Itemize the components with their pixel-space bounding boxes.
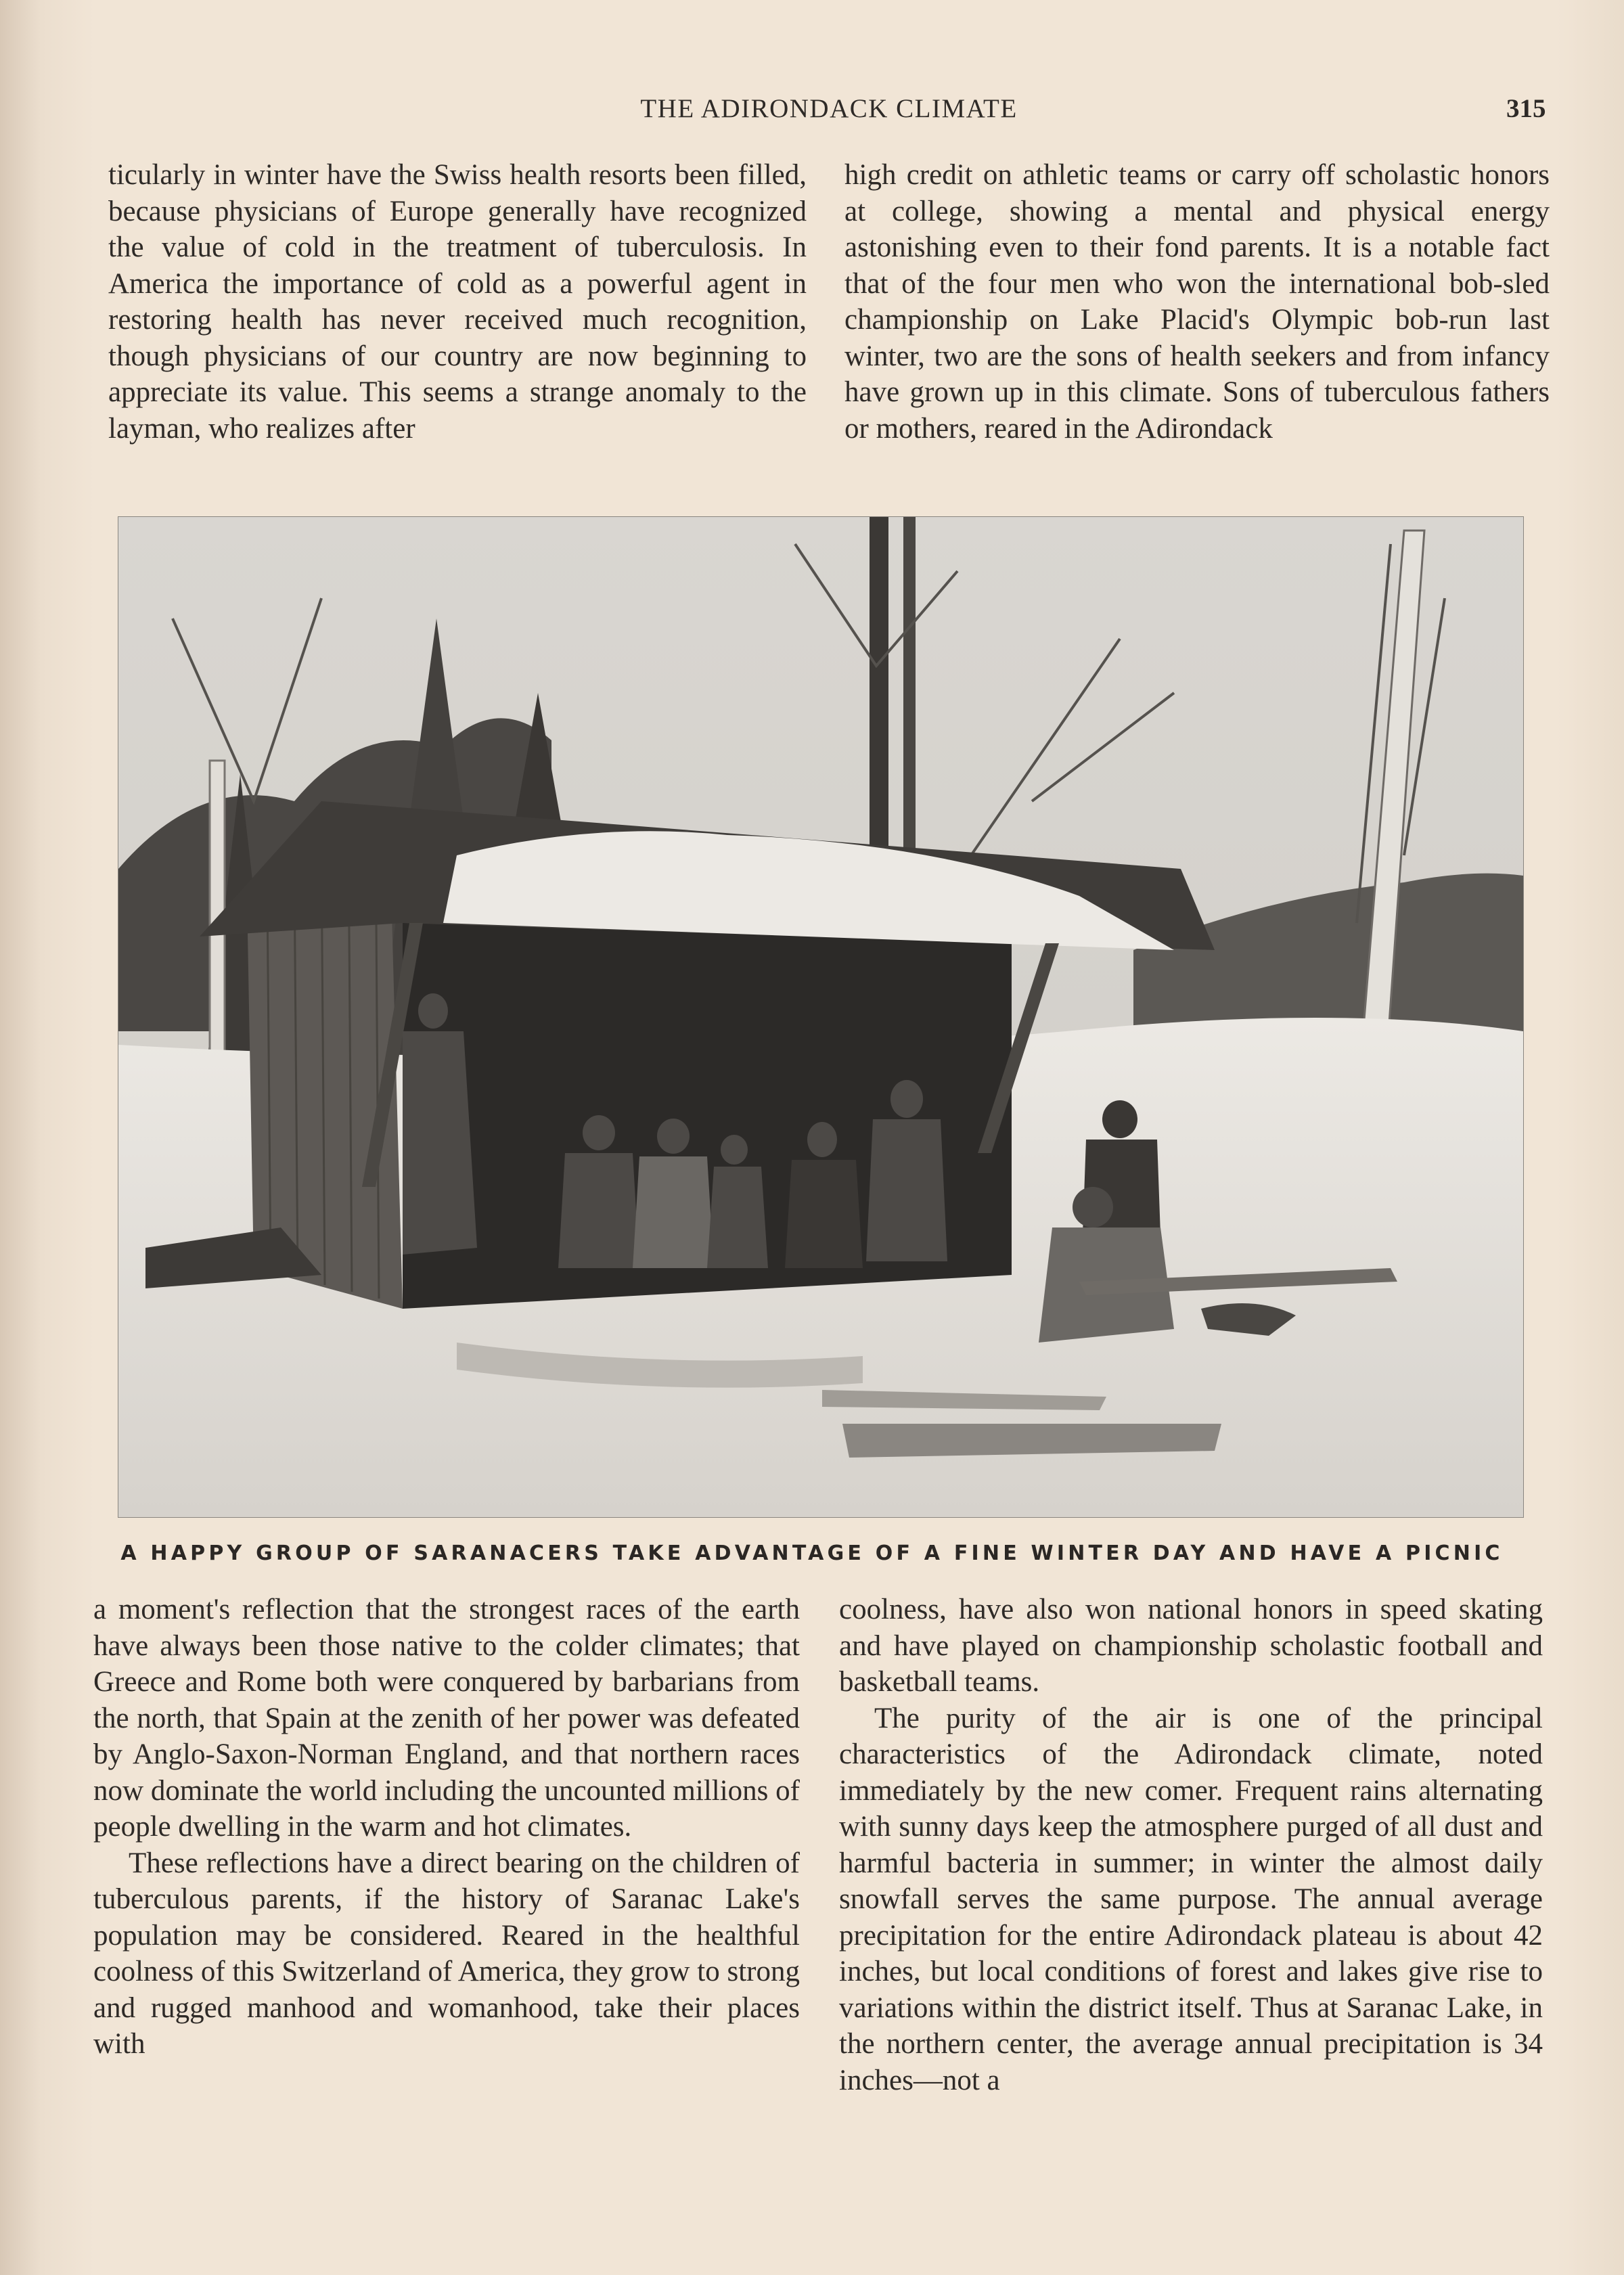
column-bottom-left <box>93 1592 800 2063</box>
column-top-right <box>844 157 1550 447</box>
paragraph: coolness, have also won national honors in speed skating and have played on championship scholastic football and basketball teams. <box>839 1594 1543 1698</box>
paragraph: a moment's reflection that the strongest races of the earth have always been those native to the colder climates; that Greece and Rome both were conquered by barbarians from the north, that Spain at the zenith of her power was defeated by Anglo-Saxon-Norman England, and that northern races now dominate the world including the uncounted millions of people dwelling in the warm and hot climates. <box>93 1594 800 1843</box>
running-title: THE ADIRONDACK CLIMATE <box>640 94 1018 123</box>
column-top-left <box>108 157 807 447</box>
picnic-photograph <box>118 517 1523 1517</box>
paragraph: ticularly in winter have the Swiss health resorts been filled, because physicians of Europe generally have recognized the value of cold in the treatment of tuberculosis. In America the importance of cold as a powerful agent in restoring health has never received much recognition, though physicians of our country are now beginning to appreciate its value. This seems a strange anomaly to the layman, who realizes after <box>108 159 807 445</box>
page-number: 315 <box>1506 94 1546 123</box>
running-head <box>0 93 1624 127</box>
column-bottom-right <box>839 1592 1543 2098</box>
paragraph: These reflections have a direct bearing on the children of tuberculous parents, if the history of Saranac Lake's population may be considered. Reared in the healthful coolness of this Switzerland of America, they grow to strong and rugged manhood and womanhood, take their places with <box>93 1847 800 2060</box>
paragraph: The purity of the air is one of the principal characteristics of the Adirondack climate, noted immediately by the new comer. Frequent rains alternating with sunny days keep the atmosphere purged of all dust and harmful bacteria in summer; in winter the almost daily snowfall serves the same purpose. The annual average precipitation for the entire Adirondack plateau is about 42 inches, but local conditions of forest and lakes give rise to variations within the district itself. Thus at Saranac Lake, in the northern center, the average annual precipitation is 34 inches—not a <box>839 1702 1543 2096</box>
paragraph: high credit on athletic teams or carry off scholastic honors at college, showing a mental and physical energy astonishing even to their fond parents. It is a notable fact that of the four men who won the international bob-sled championship on Lake Placid's Olympic bob-run last winter, two are the sons of health seekers and from infancy have grown up in this climate. Sons of tuberculous fathers or mothers, reared in the Adirondack <box>844 159 1550 445</box>
photo-caption: A HAPPY GROUP OF SARANACERS TAKE ADVANTAGE OF A FINE WINTER DAY AND HAVE A PICNIC <box>120 1541 1504 1565</box>
